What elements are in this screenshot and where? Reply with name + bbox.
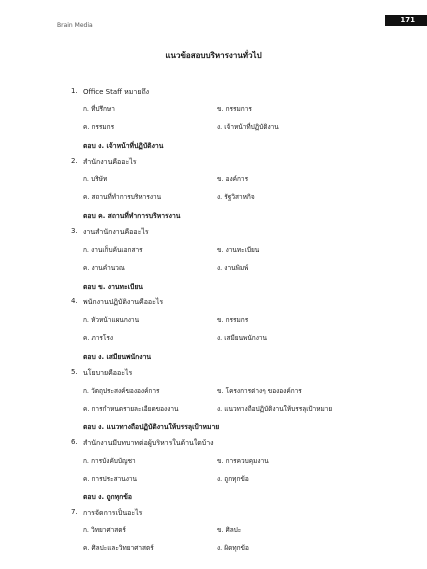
option-d: ง. เสมียนพนักงาน [217,334,267,342]
question-number: 3. [71,227,78,235]
option-d: ง. รัฐวิสาหกิจ [217,193,255,201]
question-number: 4. [71,297,78,305]
question-number: 1. [71,87,78,95]
option-a: ก. หัวหน้าแผนกงาน [83,316,140,324]
option-a: ก. งานเก็บค้นเอกสาร [83,246,143,254]
option-b: ข. งานทะเบียน [217,246,260,254]
option-c: ค. ภารโรง [83,334,114,342]
option-a: ก. วิทยาศาสตร์ [83,526,126,534]
answer: ตอบ ง. เจ้าหน้าที่ปฏิบัติงาน [83,142,164,150]
option-b: ข. ศิลปะ [217,526,242,534]
option-a: ก. การบังคับบัญชา [83,457,136,465]
option-b: ข. กรรมกร [217,316,249,324]
option-d: ง. ถูกทุกข้อ [217,475,249,483]
option-d: ง. เจ้าหน้าที่ปฏิบัติงาน [217,123,279,131]
option-b: ข. กรรมการ [217,105,252,113]
page-title: แนวข้อสอบบริหารงานทั่วไป [165,51,262,60]
option-d: ง. แนวทางถือปฏิบัติงานให้บรรลุเป้าหมาย [217,405,333,413]
option-a: ก. วัตถุประสงค์ขององค์การ [83,387,160,395]
option-c: ค. ศิลปะและวิทยาศาสตร์ [83,544,154,552]
option-c: ค. การกำหนดรายละเอียดของงาน [83,405,179,413]
question-text: Office Staff หมายถึง [83,88,150,96]
question-text: การจัดการเป็นอะไร [83,509,143,517]
option-c: ค. กรรมกร [83,123,115,131]
option-a: ก. ที่ปรึกษา [83,105,115,113]
option-a: ก. บริษัท [83,175,108,183]
question-text: นโยบายคืออะไร [83,369,133,377]
option-b: ข. การควบคุมงาน [217,457,269,465]
question-number: 5. [71,368,78,376]
option-c: ค. การประสานงาน [83,475,137,483]
option-c: ค. งานคำนวณ [83,264,125,272]
question-text: พนักงานปฏิบัติงานคืออะไร [83,298,164,306]
answer: ตอบ ค. สถานที่ทำการบริหารงาน [83,212,181,220]
page-number: 171 [385,15,427,26]
option-b: ข. โครงการต่างๆ ขององค์การ [217,387,302,395]
answer: ตอบ ข. งานทะเบียน [83,283,143,291]
question-text: งานสำนักงานคืออะไร [83,228,149,236]
option-c: ค. สถานที่ทำการบริหารงาน [83,193,162,201]
question-text: สำนักงานมีบทบาทต่อผู้บริหารในด้านใดบ้าง [83,439,214,447]
brand-header: Brain Media [57,22,93,29]
question-number: 6. [71,438,78,446]
answer: ตอบ ง. ถูกทุกข้อ [83,493,132,501]
question-number: 2. [71,157,78,165]
question-number: 7. [71,508,78,516]
option-b: ข. องค์การ [217,175,249,183]
question-text: สำนักงานคืออะไร [83,158,137,166]
option-d: ง. ผิดทุกข้อ [217,544,249,552]
answer: ตอบ ง. เสมียนพนักงาน [83,353,152,361]
option-d: ง. งานพิมพ์ [217,264,249,272]
answer: ตอบ ง. แนวทางถือปฏิบัติงานให้บรรลุเป้าหมาย [83,423,220,431]
